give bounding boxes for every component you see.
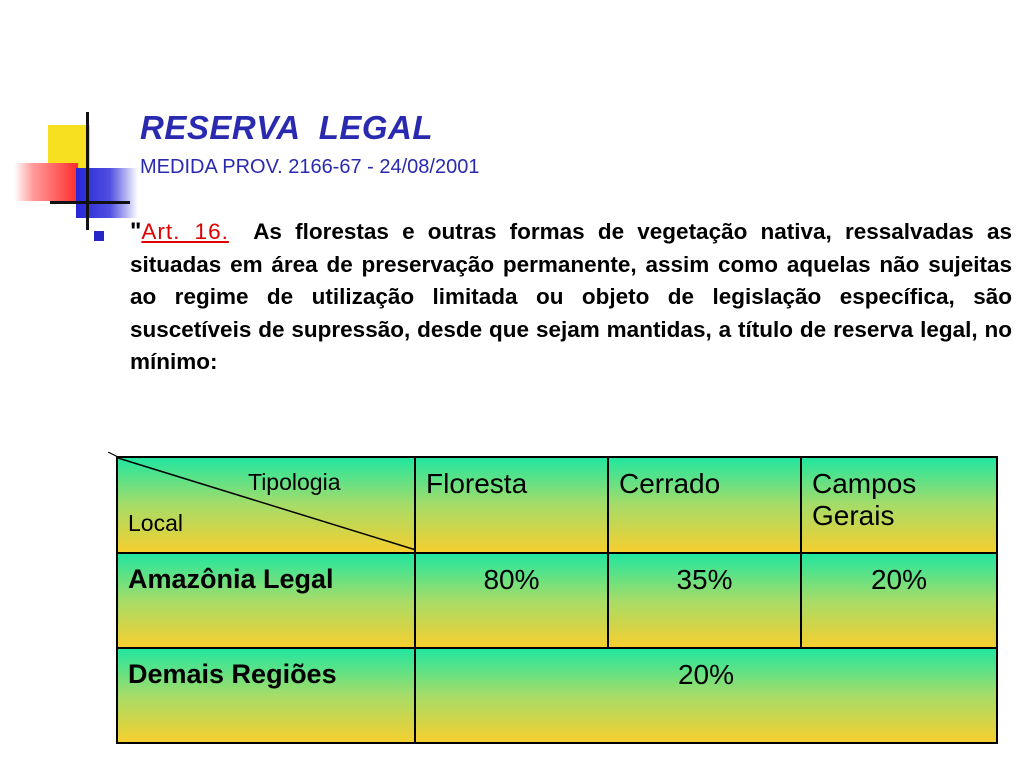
article-link[interactable]: Art. 16.	[141, 219, 229, 244]
article-paragraph	[130, 216, 1012, 379]
logo-red-square	[14, 163, 78, 201]
slide-subtitle: MEDIDA PROV. 2166-67 - 24/08/2001	[140, 156, 480, 178]
cell-demais-regioes-merged: 20%	[415, 648, 997, 743]
logo-horizontal-line	[50, 201, 130, 204]
slide-logo-decoration	[0, 0, 140, 240]
row-label-amazonia-legal: Amazônia Legal	[117, 553, 415, 648]
row-label-demais-regioes: Demais Regiões	[117, 648, 415, 743]
reserve-percentage-table	[116, 456, 998, 744]
cell-amazonia-floresta: 80%	[415, 553, 608, 648]
bullet-square-icon	[94, 231, 104, 241]
column-header-campos-gerais: Campos Gerais	[801, 457, 997, 553]
corner-label-local: Local	[128, 510, 183, 536]
slide-title: RESERVA LEGAL	[140, 109, 434, 146]
logo-vertical-line	[86, 112, 89, 230]
column-header-cerrado: Cerrado	[608, 457, 801, 553]
reserve-table-container	[116, 456, 996, 742]
table-header-row	[117, 457, 997, 553]
corner-label-tipologia: Tipologia	[248, 469, 341, 495]
table-row	[117, 648, 997, 743]
table-row	[117, 553, 997, 648]
quote-mark: "	[130, 218, 142, 245]
cell-amazonia-cerrado: 35%	[608, 553, 801, 648]
article-body-text: As florestas e outras formas de vegetação nativa, ressalvadas as situadas em área de preservação permanente, assim como aquelas não sujeitas ao regime de utilização limitada ou objeto de legislação específica, são suscetíveis de supressão, desde que sejam mantidas, a título de reserva legal, no mínimo:	[130, 219, 1012, 374]
cell-amazonia-campos-gerais: 20%	[801, 553, 997, 648]
table-corner-cell	[117, 457, 415, 553]
column-header-floresta: Floresta	[415, 457, 608, 553]
